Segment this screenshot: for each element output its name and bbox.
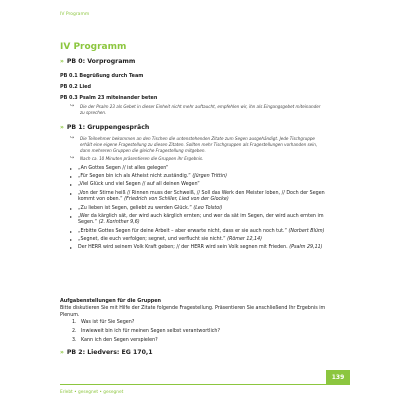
quote-item: ▸ „Wer da kärglich sät, der wird auch kärglich ernten; und wer da sät im Segen, der wird auch ernten im Segen.“ (2. Korinther 9,6) [70,213,324,226]
quote-item: ▸ „Für Segen bin ich als Atheist nicht zuständig.“ (Jürgen Trittin) [70,174,228,180]
task-item: 2. Inwieweit bin ich für meinen Segen selbst verantwortlich? [72,329,221,335]
bullet-triangle-icon: ▸ [70,190,73,196]
page-title: IV Programm [60,42,127,52]
section-heading-pb0 [60,58,135,65]
quote-item: ▸ „Zu lieben ist Segen, geliebt zu werden Glück.“ (Leo Tolstoi) [70,205,223,211]
quote-item: ▸ „Von der Stirne heiß // Rinnen muss der Schweiß, // Soll das Werk den Meister loben, // Doch der Segen kommt von oben.“ (Friedrich von Schiller, Lied von der Glocke) [70,190,325,203]
section-heading-text: PB 2: Liedvers: EG 170,1 [66,349,153,356]
section-heading-text: PB 0: Vorprogramm [66,58,136,65]
running-head: IV Programm [60,12,90,17]
quote-item: ▸ „Segnet, die euch verfolgen; segnet, und verflucht sie nicht.“ (Römer 12,14) [70,236,263,242]
bullet-triangle-icon: ▸ [70,228,73,234]
section-heading-text: PB 1: Gruppengespräch [66,124,150,131]
bullet-triangle-icon: ▸ [70,182,73,188]
tasks-title: Aufgabenstellungen für die Gruppen [60,298,162,304]
footer-divider [60,384,350,385]
quote-list [70,166,330,253]
bullet-triangle-icon: ▸ [70,205,73,211]
note-text: Die der Psalm 23 als Gebet in dieser Einheit nicht mehr auftaucht, empfehlen wir, ihn als Eingangsgebet miteinander zu sprechen. [80,104,321,115]
section-marker: » [60,124,64,131]
task-item: 3. Kann ich den Segen verspielen? [72,338,158,344]
instruction-note [70,136,325,154]
subitem-pb02: PB 0.2 Lied [60,84,91,90]
note-text: Nach ca. 10 Minuten präsentieren die Gruppen ihr Ergebnis. [80,156,204,161]
arrow-hand-icon: ↪ [70,155,75,161]
footer-text: Erlebt • gesegnet • gesegnet [60,390,124,395]
quote-item: ▸ Der HERR wird seinem Volk Kraft geben; // der HERR wird sein Volk segnen mit Frieden. (Psalm 29,11) [70,245,323,251]
note-text: Die Teilnehmer bekommen an den Tischen die untenstehenden Zitate zum Segen ausgehändigt. Jede Tischgruppe erhält eine eigene Fragestellung zu diesen Zitaten. Sollten mehr Tischgruppen als Fragestellungen vorhanden sein, dann mehreren Gruppen die gleiche Fragestellung mitgeben. [80,136,318,153]
tasks-intro: Bitte diskutieren Sie mit Hilfe der Zitate folgende Fragestellung. Präsentieren Sie anschließend Ihr Ergebnis im Plenum. [60,306,326,318]
bullet-triangle-icon: ▸ [70,174,73,180]
task-item: 1. Was ist für Sie Segen? [72,320,135,325]
bullet-triangle-icon: ▸ [70,213,73,219]
instruction-note [70,104,325,116]
subitem-pb03: PB 0.3 Psalm 23 miteinander beten [60,95,158,101]
bullet-triangle-icon: ▸ [70,236,73,242]
section-marker: » [60,58,64,65]
quote-item: ▸ „An Gottes Segen // ist alles gelegen“ [70,166,169,171]
document-page [60,12,350,395]
task-list [72,320,220,348]
bullet-triangle-icon: ▸ [70,166,73,171]
section-heading-pb1 [60,124,149,131]
section-heading-pb2 [60,349,153,356]
instruction-note [70,156,325,162]
bullet-triangle-icon: ▸ [70,245,73,251]
quote-item: ▸ „Viel Glück und viel Segen // auf all deinen Wegen“ [70,182,200,188]
arrow-hand-icon: ↪ [70,135,75,141]
page-number-badge: 139 [326,370,350,384]
arrow-hand-icon: ↪ [70,103,75,109]
subitem-pb01: PB 0.1 Begrüßung durch Team [60,73,144,79]
section-marker: » [60,349,64,356]
quote-item: ▸ „Erbitte Gottes Segen für deine Arbeit – aber erwarte nicht, dass er sie auch noch tut.“ (Norbert Blüm) [70,228,325,234]
